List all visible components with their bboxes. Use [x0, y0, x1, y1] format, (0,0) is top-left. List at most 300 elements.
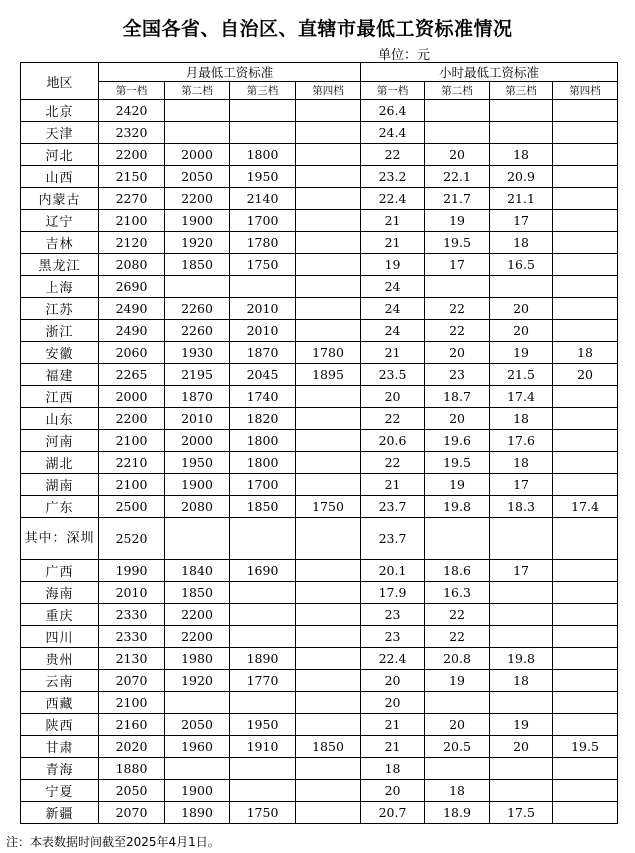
hourly-tier-3-cell: [490, 518, 553, 560]
region-name-cell: 广西: [21, 560, 99, 582]
hourly-tier-4-cell: 19.5: [553, 736, 618, 758]
monthly-tier-4-cell: [296, 582, 361, 604]
monthly-tier-4-cell: [296, 604, 361, 626]
region-name-cell: 湖北: [21, 452, 99, 474]
hourly-tier-3-cell: 18: [490, 670, 553, 692]
hourly-tier-3-cell: 17: [490, 474, 553, 496]
header-monthly-tier-3: 第三档: [230, 82, 296, 100]
hourly-tier-2-cell: 19.5: [425, 452, 490, 474]
monthly-tier-3-cell: [230, 582, 296, 604]
monthly-tier-1-cell: 2000: [99, 386, 165, 408]
hourly-tier-2-cell: 19.8: [425, 496, 490, 518]
table-row: [21, 320, 618, 342]
header-monthly-tier-1: 第一档: [99, 82, 165, 100]
hourly-tier-4-cell: [553, 100, 618, 122]
monthly-tier-3-cell: [230, 604, 296, 626]
monthly-tier-1-cell: 2070: [99, 670, 165, 692]
monthly-tier-4-cell: [296, 670, 361, 692]
hourly-tier-4-cell: [553, 582, 618, 604]
monthly-tier-1-cell: 2020: [99, 736, 165, 758]
hourly-tier-3-cell: 17.5: [490, 802, 553, 824]
hourly-tier-4-cell: [553, 386, 618, 408]
monthly-tier-2-cell: 1900: [165, 474, 230, 496]
hourly-tier-2-cell: [425, 122, 490, 144]
hourly-tier-4-cell: [553, 452, 618, 474]
hourly-tier-1-cell: 21: [361, 736, 425, 758]
monthly-tier-1-cell: 1880: [99, 758, 165, 780]
monthly-tier-3-cell: 1700: [230, 474, 296, 496]
monthly-tier-3-cell: 1800: [230, 144, 296, 166]
hourly-tier-2-cell: 20.5: [425, 736, 490, 758]
region-name-cell: 西藏: [21, 692, 99, 714]
monthly-tier-4-cell: [296, 276, 361, 298]
hourly-tier-2-cell: 17: [425, 254, 490, 276]
table-row: [21, 144, 618, 166]
region-name-cell: 天津: [21, 122, 99, 144]
monthly-tier-2-cell: 1840: [165, 560, 230, 582]
hourly-tier-2-cell: 16.3: [425, 582, 490, 604]
hourly-tier-4-cell: [553, 276, 618, 298]
monthly-tier-2-cell: 2080: [165, 496, 230, 518]
hourly-tier-4-cell: [553, 758, 618, 780]
hourly-tier-4-cell: [553, 474, 618, 496]
hourly-tier-4-cell: [553, 714, 618, 736]
monthly-tier-4-cell: [296, 144, 361, 166]
monthly-tier-4-cell: [296, 780, 361, 802]
monthly-tier-4-cell: [296, 626, 361, 648]
hourly-tier-2-cell: 21.7: [425, 188, 490, 210]
table-row: [21, 166, 618, 188]
table-row: [21, 736, 618, 758]
hourly-tier-2-cell: [425, 518, 490, 560]
header-hourly-tier-4: 第四档: [553, 82, 618, 100]
hourly-tier-3-cell: 19: [490, 714, 553, 736]
hourly-tier-4-cell: [553, 188, 618, 210]
hourly-tier-1-cell: 24: [361, 298, 425, 320]
hourly-tier-1-cell: 21: [361, 474, 425, 496]
monthly-tier-2-cell: 1930: [165, 342, 230, 364]
monthly-tier-4-cell: [296, 474, 361, 496]
hourly-tier-4-cell: [553, 320, 618, 342]
region-name-cell: 福建: [21, 364, 99, 386]
hourly-tier-4-cell: 20: [553, 364, 618, 386]
monthly-tier-1-cell: 2130: [99, 648, 165, 670]
monthly-tier-2-cell: 2200: [165, 188, 230, 210]
region-name-cell: 青海: [21, 758, 99, 780]
header-region: 地区: [21, 63, 99, 100]
monthly-tier-4-cell: 1750: [296, 496, 361, 518]
monthly-tier-4-cell: [296, 692, 361, 714]
hourly-tier-1-cell: 20: [361, 692, 425, 714]
hourly-tier-1-cell: 24: [361, 320, 425, 342]
hourly-tier-4-cell: [553, 780, 618, 802]
table-row: [21, 692, 618, 714]
hourly-tier-4-cell: [553, 408, 618, 430]
hourly-tier-4-cell: [553, 692, 618, 714]
monthly-tier-3-cell: 1820: [230, 408, 296, 430]
monthly-tier-1-cell: 2200: [99, 144, 165, 166]
monthly-tier-3-cell: [230, 518, 296, 560]
region-name-cell: 河南: [21, 430, 99, 452]
monthly-tier-4-cell: [296, 122, 361, 144]
hourly-tier-3-cell: 16.5: [490, 254, 553, 276]
monthly-tier-3-cell: 1770: [230, 670, 296, 692]
monthly-tier-3-cell: 1740: [230, 386, 296, 408]
hourly-tier-3-cell: [490, 758, 553, 780]
hourly-tier-2-cell: [425, 758, 490, 780]
monthly-tier-4-cell: [296, 518, 361, 560]
monthly-tier-4-cell: [296, 758, 361, 780]
monthly-tier-3-cell: [230, 100, 296, 122]
monthly-tier-1-cell: 2330: [99, 626, 165, 648]
hourly-tier-1-cell: 22: [361, 144, 425, 166]
region-name-cell: 浙江: [21, 320, 99, 342]
region-name-cell: 辽宁: [21, 210, 99, 232]
hourly-tier-1-cell: 20: [361, 780, 425, 802]
monthly-tier-2-cell: 1960: [165, 736, 230, 758]
monthly-tier-4-cell: 1850: [296, 736, 361, 758]
hourly-tier-2-cell: 19: [425, 474, 490, 496]
region-name-cell: 四川: [21, 626, 99, 648]
table-row: [21, 802, 618, 824]
hourly-tier-3-cell: [490, 626, 553, 648]
monthly-tier-1-cell: 2320: [99, 122, 165, 144]
monthly-tier-1-cell: 2060: [99, 342, 165, 364]
monthly-tier-2-cell: 1890: [165, 802, 230, 824]
hourly-tier-1-cell: 23.7: [361, 518, 425, 560]
hourly-tier-2-cell: 20: [425, 408, 490, 430]
table-row: [21, 648, 618, 670]
hourly-tier-3-cell: [490, 122, 553, 144]
hourly-tier-3-cell: 17.4: [490, 386, 553, 408]
table-row: [21, 100, 618, 122]
hourly-tier-1-cell: 22: [361, 408, 425, 430]
monthly-tier-2-cell: 1870: [165, 386, 230, 408]
monthly-tier-1-cell: 2330: [99, 604, 165, 626]
table-row: [21, 188, 618, 210]
hourly-tier-2-cell: 22: [425, 298, 490, 320]
hourly-tier-4-cell: [553, 604, 618, 626]
region-name-cell: 新疆: [21, 802, 99, 824]
monthly-tier-3-cell: [230, 780, 296, 802]
table-row: [21, 276, 618, 298]
hourly-tier-3-cell: [490, 276, 553, 298]
table-row: [21, 408, 618, 430]
region-name-cell: 河北: [21, 144, 99, 166]
monthly-tier-2-cell: [165, 122, 230, 144]
monthly-tier-1-cell: 2210: [99, 452, 165, 474]
header-monthly-tier-2: 第二档: [165, 82, 230, 100]
monthly-tier-2-cell: 1950: [165, 452, 230, 474]
hourly-tier-3-cell: 18: [490, 408, 553, 430]
monthly-tier-1-cell: 2010: [99, 582, 165, 604]
hourly-tier-2-cell: 20: [425, 144, 490, 166]
monthly-tier-3-cell: [230, 758, 296, 780]
hourly-tier-4-cell: [553, 144, 618, 166]
monthly-tier-3-cell: 1910: [230, 736, 296, 758]
monthly-tier-1-cell: 2520: [99, 518, 165, 560]
monthly-tier-3-cell: 1870: [230, 342, 296, 364]
hourly-tier-1-cell: 19: [361, 254, 425, 276]
monthly-tier-2-cell: 1850: [165, 254, 230, 276]
table-row: [21, 210, 618, 232]
table-row: [21, 670, 618, 692]
hourly-tier-4-cell: [553, 122, 618, 144]
monthly-tier-3-cell: [230, 692, 296, 714]
monthly-tier-1-cell: 2420: [99, 100, 165, 122]
hourly-tier-2-cell: 20: [425, 342, 490, 364]
hourly-tier-4-cell: [553, 232, 618, 254]
hourly-tier-1-cell: 21: [361, 714, 425, 736]
region-name-cell: 江苏: [21, 298, 99, 320]
monthly-tier-1-cell: 2270: [99, 188, 165, 210]
table-row: [21, 714, 618, 736]
monthly-tier-2-cell: 1900: [165, 780, 230, 802]
monthly-tier-1-cell: 2120: [99, 232, 165, 254]
hourly-tier-2-cell: [425, 692, 490, 714]
monthly-tier-2-cell: 2000: [165, 430, 230, 452]
hourly-tier-1-cell: 22.4: [361, 188, 425, 210]
hourly-tier-3-cell: 20: [490, 320, 553, 342]
hourly-tier-3-cell: [490, 100, 553, 122]
monthly-tier-3-cell: [230, 276, 296, 298]
hourly-tier-3-cell: 17: [490, 210, 553, 232]
hourly-tier-2-cell: 22: [425, 626, 490, 648]
hourly-tier-3-cell: 20: [490, 736, 553, 758]
hourly-tier-1-cell: 26.4: [361, 100, 425, 122]
monthly-tier-4-cell: [296, 648, 361, 670]
hourly-tier-1-cell: 23.2: [361, 166, 425, 188]
region-name-cell: 山西: [21, 166, 99, 188]
hourly-tier-3-cell: 18: [490, 452, 553, 474]
unit-label: 单位：元: [378, 48, 431, 63]
hourly-tier-3-cell: 20: [490, 298, 553, 320]
monthly-tier-4-cell: [296, 188, 361, 210]
monthly-tier-4-cell: 1895: [296, 364, 361, 386]
hourly-tier-1-cell: 24.4: [361, 122, 425, 144]
region-name-cell: 甘肃: [21, 736, 99, 758]
table-row: [21, 122, 618, 144]
table-row: [21, 452, 618, 474]
region-name-cell: 安徽: [21, 342, 99, 364]
monthly-tier-4-cell: [296, 408, 361, 430]
hourly-tier-2-cell: 22: [425, 320, 490, 342]
monthly-tier-3-cell: 1700: [230, 210, 296, 232]
hourly-tier-3-cell: 18: [490, 232, 553, 254]
region-name-cell: 陕西: [21, 714, 99, 736]
header-hourly-tier-1: 第一档: [361, 82, 425, 100]
monthly-tier-3-cell: 2045: [230, 364, 296, 386]
header-hourly-tier-3: 第三档: [490, 82, 553, 100]
monthly-tier-1-cell: 2050: [99, 780, 165, 802]
hourly-tier-4-cell: 18: [553, 342, 618, 364]
hourly-tier-3-cell: 21.1: [490, 188, 553, 210]
region-name-cell: 山东: [21, 408, 99, 430]
hourly-tier-2-cell: 19.6: [425, 430, 490, 452]
region-name-cell: 云南: [21, 670, 99, 692]
monthly-tier-3-cell: 1800: [230, 452, 296, 474]
region-name-cell: 江西: [21, 386, 99, 408]
hourly-tier-2-cell: 20: [425, 714, 490, 736]
region-name-cell: 广东: [21, 496, 99, 518]
monthly-tier-2-cell: 1850: [165, 582, 230, 604]
hourly-tier-1-cell: 20: [361, 386, 425, 408]
monthly-tier-2-cell: 2200: [165, 626, 230, 648]
monthly-tier-3-cell: [230, 122, 296, 144]
table-row: [21, 386, 618, 408]
hourly-tier-4-cell: [553, 210, 618, 232]
hourly-tier-3-cell: 17.6: [490, 430, 553, 452]
hourly-tier-3-cell: 18.3: [490, 496, 553, 518]
hourly-tier-4-cell: [553, 430, 618, 452]
table-row: [21, 298, 618, 320]
hourly-tier-3-cell: [490, 604, 553, 626]
hourly-tier-4-cell: 17.4: [553, 496, 618, 518]
monthly-tier-3-cell: 1950: [230, 714, 296, 736]
monthly-tier-2-cell: 1900: [165, 210, 230, 232]
monthly-tier-1-cell: 2500: [99, 496, 165, 518]
monthly-tier-2-cell: 1980: [165, 648, 230, 670]
hourly-tier-2-cell: 19: [425, 670, 490, 692]
monthly-tier-4-cell: [296, 802, 361, 824]
hourly-tier-3-cell: 20.9: [490, 166, 553, 188]
monthly-tier-1-cell: 2200: [99, 408, 165, 430]
monthly-tier-4-cell: [296, 452, 361, 474]
hourly-tier-3-cell: 17: [490, 560, 553, 582]
table-row: [21, 364, 618, 386]
hourly-tier-3-cell: [490, 692, 553, 714]
hourly-tier-2-cell: 19: [425, 210, 490, 232]
hourly-tier-4-cell: [553, 626, 618, 648]
page-title: 全国各省、自治区、直辖市最低工资标准情况: [122, 18, 513, 40]
table-row: [21, 604, 618, 626]
monthly-tier-3-cell: 1950: [230, 166, 296, 188]
region-name-cell: 重庆: [21, 604, 99, 626]
monthly-tier-1-cell: 2080: [99, 254, 165, 276]
hourly-tier-4-cell: [553, 518, 618, 560]
monthly-tier-2-cell: 2000: [165, 144, 230, 166]
monthly-tier-3-cell: 1850: [230, 496, 296, 518]
hourly-tier-3-cell: 18: [490, 144, 553, 166]
monthly-tier-4-cell: [296, 714, 361, 736]
monthly-tier-2-cell: 2195: [165, 364, 230, 386]
header-hourly-tier-2: 第二档: [425, 82, 490, 100]
monthly-tier-2-cell: 2050: [165, 714, 230, 736]
header-monthly-tier-4: 第四档: [296, 82, 361, 100]
monthly-tier-4-cell: [296, 386, 361, 408]
monthly-tier-1-cell: 2100: [99, 210, 165, 232]
hourly-tier-1-cell: 21: [361, 232, 425, 254]
monthly-tier-4-cell: [296, 320, 361, 342]
monthly-tier-4-cell: [296, 210, 361, 232]
monthly-tier-3-cell: 1780: [230, 232, 296, 254]
monthly-tier-2-cell: [165, 276, 230, 298]
monthly-tier-3-cell: 1690: [230, 560, 296, 582]
monthly-tier-3-cell: 1750: [230, 802, 296, 824]
monthly-tier-1-cell: 2100: [99, 430, 165, 452]
hourly-tier-2-cell: 19.5: [425, 232, 490, 254]
min-wage-table: [20, 62, 618, 824]
monthly-tier-4-cell: [296, 166, 361, 188]
region-name-cell: 其中：深圳: [21, 518, 99, 560]
hourly-tier-4-cell: [553, 802, 618, 824]
hourly-tier-1-cell: 23.7: [361, 496, 425, 518]
table-row: [21, 518, 618, 560]
hourly-tier-2-cell: 22: [425, 604, 490, 626]
header-monthly: 月最低工资标准: [99, 63, 361, 82]
hourly-tier-3-cell: 21.5: [490, 364, 553, 386]
table-row: [21, 474, 618, 496]
monthly-tier-1-cell: 2070: [99, 802, 165, 824]
monthly-tier-3-cell: 1750: [230, 254, 296, 276]
monthly-tier-4-cell: 1780: [296, 342, 361, 364]
monthly-tier-2-cell: 2050: [165, 166, 230, 188]
monthly-tier-3-cell: 1890: [230, 648, 296, 670]
hourly-tier-4-cell: [553, 298, 618, 320]
monthly-tier-1-cell: 2160: [99, 714, 165, 736]
region-name-cell: 内蒙古: [21, 188, 99, 210]
footnote: 注：本表数据时间截至2025年4月1日。: [6, 835, 220, 849]
hourly-tier-2-cell: 18.9: [425, 802, 490, 824]
region-name-cell: 北京: [21, 100, 99, 122]
monthly-tier-3-cell: 2010: [230, 320, 296, 342]
monthly-tier-3-cell: [230, 626, 296, 648]
hourly-tier-4-cell: [553, 670, 618, 692]
monthly-tier-3-cell: 2010: [230, 298, 296, 320]
monthly-tier-1-cell: 2265: [99, 364, 165, 386]
region-name-cell: 上海: [21, 276, 99, 298]
region-name-cell: 海南: [21, 582, 99, 604]
region-name-cell: 湖南: [21, 474, 99, 496]
region-name-cell: 贵州: [21, 648, 99, 670]
monthly-tier-2-cell: 1920: [165, 232, 230, 254]
monthly-tier-3-cell: 2140: [230, 188, 296, 210]
table-row: [21, 582, 618, 604]
monthly-tier-2-cell: 1920: [165, 670, 230, 692]
hourly-tier-1-cell: 22: [361, 452, 425, 474]
hourly-tier-3-cell: 19: [490, 342, 553, 364]
monthly-tier-4-cell: [296, 100, 361, 122]
monthly-tier-1-cell: 2150: [99, 166, 165, 188]
table-row: [21, 758, 618, 780]
hourly-tier-2-cell: 18: [425, 780, 490, 802]
hourly-tier-1-cell: 20.7: [361, 802, 425, 824]
monthly-tier-2-cell: [165, 100, 230, 122]
table-row: [21, 342, 618, 364]
monthly-tier-1-cell: 2490: [99, 320, 165, 342]
table-row: [21, 254, 618, 276]
hourly-tier-2-cell: 18.7: [425, 386, 490, 408]
table-body: [21, 100, 618, 824]
monthly-tier-4-cell: [296, 254, 361, 276]
hourly-tier-2-cell: 18.6: [425, 560, 490, 582]
monthly-tier-4-cell: [296, 298, 361, 320]
table-row: [21, 232, 618, 254]
monthly-tier-1-cell: 2490: [99, 298, 165, 320]
hourly-tier-1-cell: 18: [361, 758, 425, 780]
table-row: [21, 626, 618, 648]
monthly-tier-3-cell: 1800: [230, 430, 296, 452]
monthly-tier-1-cell: 2100: [99, 474, 165, 496]
hourly-tier-4-cell: [553, 560, 618, 582]
hourly-tier-1-cell: 21: [361, 342, 425, 364]
monthly-tier-4-cell: [296, 560, 361, 582]
hourly-tier-1-cell: 20.1: [361, 560, 425, 582]
monthly-tier-2-cell: [165, 758, 230, 780]
region-name-cell: 黑龙江: [21, 254, 99, 276]
hourly-tier-2-cell: 22.1: [425, 166, 490, 188]
monthly-tier-4-cell: [296, 232, 361, 254]
